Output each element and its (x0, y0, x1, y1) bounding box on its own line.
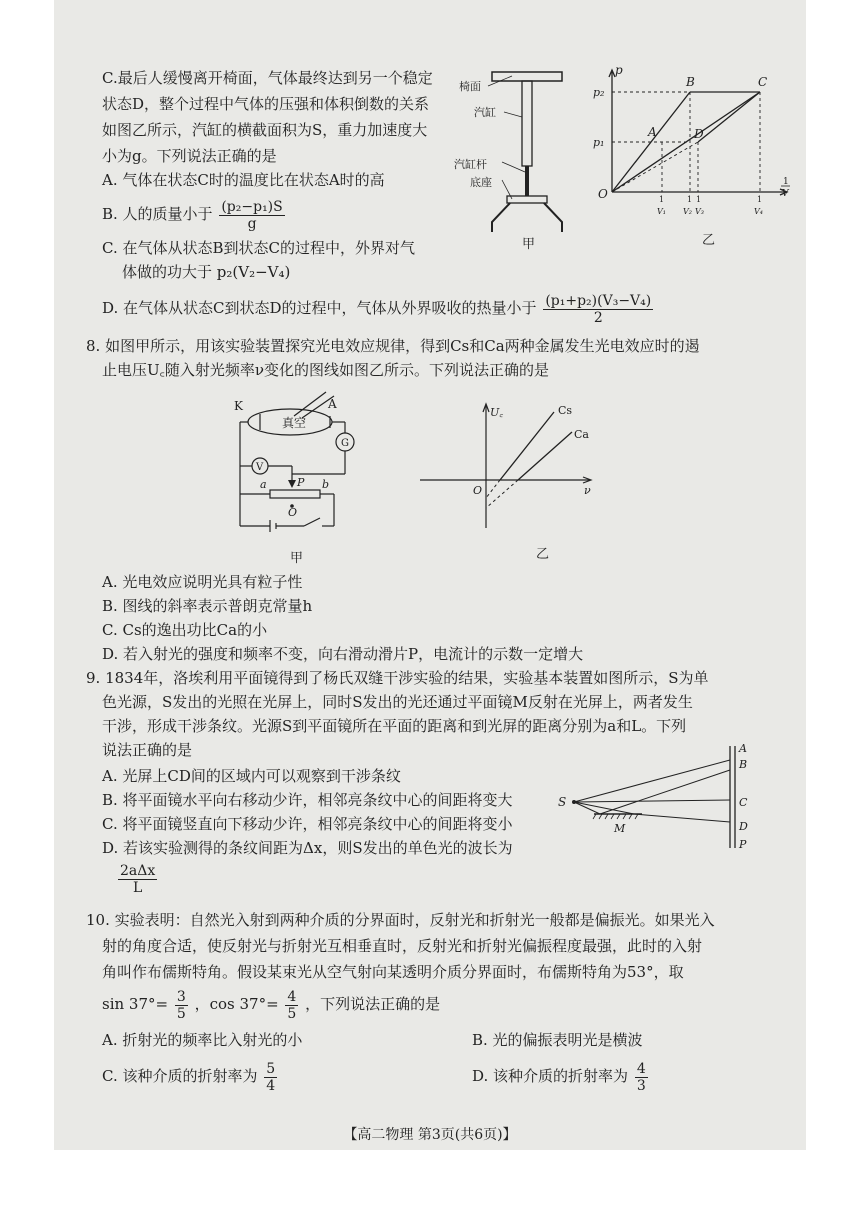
q10-sin-fraction: $\frac{3}{5}$ (176, 988, 186, 1022)
q10-line3: 角叫作布儒斯特角。假设某束光从空气射向某透明介质分界面时，布儒斯特角为53°，取 (102, 963, 684, 981)
line-c-d (698, 92, 760, 142)
chair-base (507, 196, 547, 203)
axis-nu-label: ν (584, 484, 591, 497)
tick-p2: p₂ (593, 86, 605, 99)
label-c: C (739, 796, 748, 809)
tick-v4-den: V₄ (754, 207, 763, 216)
label-g: G (341, 438, 349, 449)
q10-line4 (102, 986, 440, 1022)
q9-option-b: B. 将平面镜水平向右移动少许，相邻亮条纹中心的间距将变大 (102, 791, 513, 809)
label-s: S (558, 795, 567, 809)
q8-option-d: D. 若入射光的强度和频率不变，向右滑动滑片P，电流计的示数一定增大 (102, 645, 584, 663)
q10-option-c-fraction: $\frac{5}{4}$ (266, 1060, 276, 1094)
q10-option-d-text: D. 该种介质的折射率为 (472, 1067, 629, 1085)
q7-figure-yi (582, 62, 794, 252)
axis-x-den: V (782, 189, 789, 199)
tick-v3-den: V₃ (695, 207, 704, 216)
point-b: B (686, 75, 695, 89)
cylinder-rod (525, 166, 529, 196)
line-ca (518, 432, 572, 480)
rheostat (270, 490, 320, 498)
q8-option-b: B. 图线的斜率表示普朗克常量h (102, 597, 313, 615)
label-seat: 椅面 (459, 80, 481, 93)
q8-figure-jia (230, 386, 390, 566)
q8-figure-yi-caption: 乙 (536, 547, 550, 562)
q7-option-c-line1: C. 在气体从状态B到状态C的过程中，外界对气 (102, 239, 415, 257)
ray-direct-top (574, 760, 730, 802)
label-base: 底座 (470, 176, 492, 189)
label-v: V (256, 462, 264, 473)
label-a: A (328, 397, 337, 411)
q7-figure-jia (452, 62, 582, 252)
q10-line1: 10. 实验表明：自然光入射到两种介质的分界面时，反射光和折射光一般都是偏振光。如果光入 (86, 911, 715, 929)
q9-option-a: A. 光屏上CD间的区域内可以观察到干涉条纹 (102, 767, 401, 785)
point-c: C (758, 75, 768, 89)
q8-line1: 8. 如图甲所示，用该实验装置探究光电效应规律，得到Cs和Ca两种金属发生光电效应时的遏 (86, 337, 700, 355)
label-rod: 汽缸杆 (454, 158, 487, 171)
q8-figure-jia-caption: 甲 (290, 551, 304, 566)
tick-v4-num: 1 (757, 195, 763, 204)
q10-option-b: B. 光的偏振表明光是横波 (472, 1031, 643, 1049)
q9-figure (554, 740, 774, 852)
label-vacuum: 真空 (282, 416, 307, 430)
exam-page (54, 0, 806, 1150)
q9-wavelength-fraction: $\frac{\text{2aΔx}}{L}$ (120, 862, 156, 896)
series-cs-label: Cs (558, 404, 573, 417)
ray-reflected-1 (600, 770, 730, 814)
q7-figure-yi-caption: 乙 (702, 233, 716, 248)
q7-option-a: A. 气体在状态C时的温度比在状态A时的高 (102, 171, 385, 189)
q10-option-c-text: C. 该种介质的折射率为 (102, 1067, 258, 1085)
label-p: P (739, 838, 747, 851)
q7-c-line1: C.最后人缓慢离开椅面，气体最终达到另一个稳定 (102, 69, 433, 87)
q10-cos-fraction: $\frac{4}{5}$ (287, 988, 297, 1022)
q10-line4-suffix: ，下列说法正确的是 (305, 995, 441, 1013)
label-a: A (739, 742, 747, 755)
label-k: K (234, 399, 243, 413)
series-ca-label: Ca (574, 428, 589, 441)
q7-c-line3: 如图乙所示，汽缸的横截面积为S，重力加速度大 (102, 121, 428, 139)
tick-v1-den: V₁ (657, 207, 666, 216)
origin-label: O (473, 484, 483, 497)
label-b: B (739, 758, 748, 771)
label-p: P (297, 476, 305, 489)
label-cylinder: 汽缸 (474, 106, 496, 119)
cylinder (522, 81, 532, 166)
q7-option-b-fraction: $\frac{\text{(p₂−p₁)S}}{g}$ (221, 198, 283, 232)
q7-figure-jia-caption: 甲 (522, 237, 536, 252)
ray-direct-bottom (574, 800, 730, 802)
q7-option-d-fraction: $\frac{\text{(p₁+p₂)(V₃−V₄)}}{2}$ (545, 292, 652, 326)
q8-figure-yi (420, 398, 600, 568)
line-cs (500, 412, 554, 480)
label-a-end: a (260, 478, 267, 491)
line-o-c (612, 92, 760, 192)
q9-option-d-formula (116, 860, 159, 896)
tick-p1: p₁ (593, 136, 605, 149)
point-a: A (648, 125, 657, 139)
q10-option-d-fraction: $\frac{4}{3}$ (636, 1060, 646, 1094)
q7-c-line2: 状态D，整个过程中气体的压强和体积倒数的关系 (102, 95, 430, 113)
q10-cos-text: ，cos 37°= (194, 995, 279, 1013)
q9-option-c: C. 将平面镜竖直向下移动少许，相邻亮条纹中心的间距将变小 (102, 815, 513, 833)
q10-option-c (102, 1058, 279, 1094)
q9-line1: 9. 1834年，洛埃利用平面镜得到了杨氏双缝干涉实验的结果，实验基本装置如图所示，S为单 (86, 669, 709, 687)
q7-option-b (102, 196, 287, 232)
q9-line3: 干涉，形成干涉条纹。光源S到平面镜所在平面的距离和到光屏的距离分别为a和L。下列 (102, 717, 687, 735)
q10-option-d (472, 1058, 650, 1094)
label-o: O (288, 506, 298, 519)
label-m: M (614, 822, 626, 835)
q7-option-d (102, 290, 655, 326)
origin-label: O (598, 187, 608, 201)
point-d: D (694, 127, 704, 141)
tick-v2-den: V₂ (683, 207, 692, 216)
q7-option-b-text: B. 人的质量小于 (102, 205, 213, 223)
q7-option-c-line2: 体做的功大于 p₂(V₂−V₄) (122, 263, 291, 281)
chair-legs (492, 203, 562, 232)
q8-option-c: C. Cs的逸出功比Ca的小 (102, 621, 268, 639)
axis-x-num: 1 (783, 177, 789, 187)
ray-reflected-2 (634, 814, 730, 822)
q7-c-line4: 小为g。下列说法正确的是 (102, 147, 277, 165)
q8-option-a: A. 光电效应说明光具有粒子性 (102, 573, 303, 591)
q10-sin-text: sin 37°= (102, 995, 169, 1013)
light-source (572, 800, 576, 804)
q8-line2: 止电压U꜀随入射光频率ν变化的图线如图乙所示。下列说法正确的是 (102, 361, 549, 379)
tick-v1-num: 1 (659, 195, 665, 204)
axis-uc-label: U꜀ (490, 406, 504, 419)
axis-p-label: p (615, 63, 623, 77)
label-d: D (739, 820, 748, 833)
page-footer: 【高二物理 第3页(共6页)】 (343, 1127, 517, 1143)
tick-v2-num: 1 (687, 195, 693, 204)
q9-option-d: D. 若该实验测得的条纹间距为Δx，则S发出的单色光的波长为 (102, 839, 513, 857)
label-b-end: b (322, 478, 330, 491)
q9-line4: 说法正确的是 (102, 741, 193, 759)
tick-v3-num: 1 (696, 195, 702, 204)
q7-option-d-text: D. 在气体从状态C到状态D的过程中，气体从外界吸收的热量小于 (102, 299, 537, 317)
q10-option-a: A. 折射光的频率比入射光的小 (102, 1031, 303, 1049)
q9-line2: 色光源，S发出的光照在光屏上，同时S发出的光还通过平面镜M反射在光屏上，两者发生 (102, 693, 693, 711)
q10-line2: 射的角度合适，使反射光与折射光互相垂直时，反射光和折射光偏振程度最强，此时的入射 (102, 937, 703, 955)
